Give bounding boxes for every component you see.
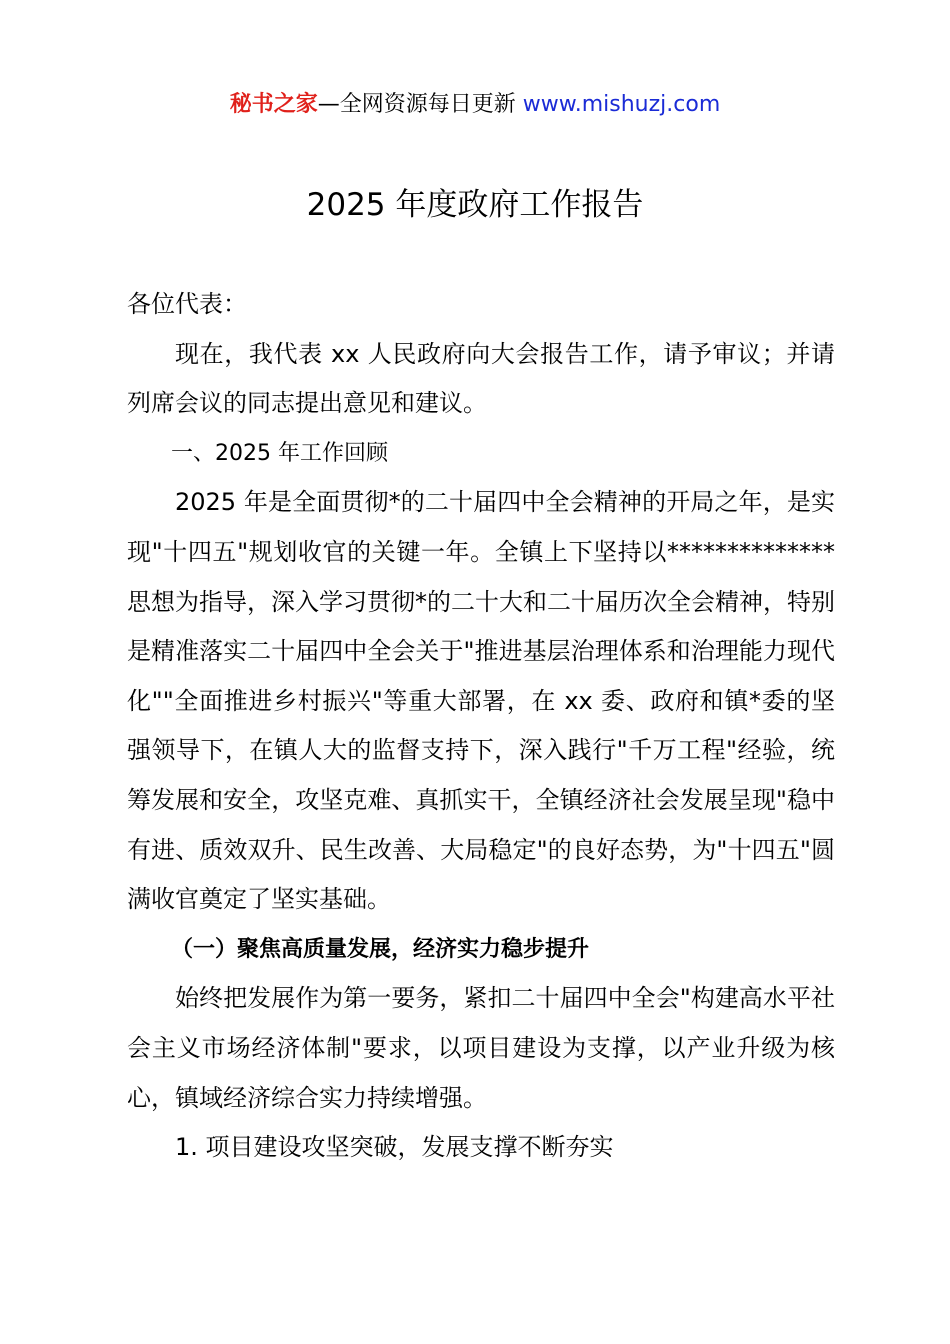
intro-paragraph: 现在，我代表 xx 人民政府向大会报告工作，请予审议；并请列席会议的同志提出意见和建议。 bbox=[127, 339, 835, 418]
development-paragraph: 始终把发展作为第一要务，紧扣二十届四中全会"构建高水平社会主义市场经济体制"要求，以项目建设为支撑，以产业升级为核心，镇域经济综合实力持续增强。 bbox=[127, 984, 835, 1112]
site-url-link[interactable]: www.mishuzj.com bbox=[522, 92, 721, 117]
subsection-heading: （一）聚焦高质量发展，经济实力稳步提升 bbox=[171, 936, 590, 962]
section-heading: 一、2025 年工作回顾 bbox=[171, 440, 388, 466]
numbered-heading: 1. 项目建设攻坚突破，发展支撑不断夯实 bbox=[175, 1133, 614, 1162]
brand-name: 秘书之家 bbox=[229, 92, 318, 117]
document-title: 2025 年度政府工作报告 bbox=[306, 187, 644, 223]
document-body bbox=[127, 280, 835, 1173]
header-tagline: —全网资源每日更新 bbox=[317, 92, 516, 117]
site-header bbox=[0, 88, 950, 122]
review-paragraph: 2025 年是全面贯彻*的二十届四中全会精神的开局之年，是实现"十四五"规划收官的关键一年。全镇上下坚持以**************思想为指导，深入学习贯彻*的二十大和二十届历次全会精神，特别是精准落实二十届四中全会关于"推进基层治理体系和治理能力现代化""全面推进乡村振兴"等重大部署，在 xx 委、政府和镇*委的坚强领导下，在镇人大的监督支持下，深入践行"千万工程"经验，统筹发展和安全，攻坚克难、真抓实干，全镇经济社会发展呈现"稳中有进、质效双升、民生改善、大局稳定"的良好态势，为"十四五"圆满收官奠定了坚实基础。 bbox=[127, 488, 835, 914]
salutation: 各位代表： bbox=[127, 290, 247, 318]
